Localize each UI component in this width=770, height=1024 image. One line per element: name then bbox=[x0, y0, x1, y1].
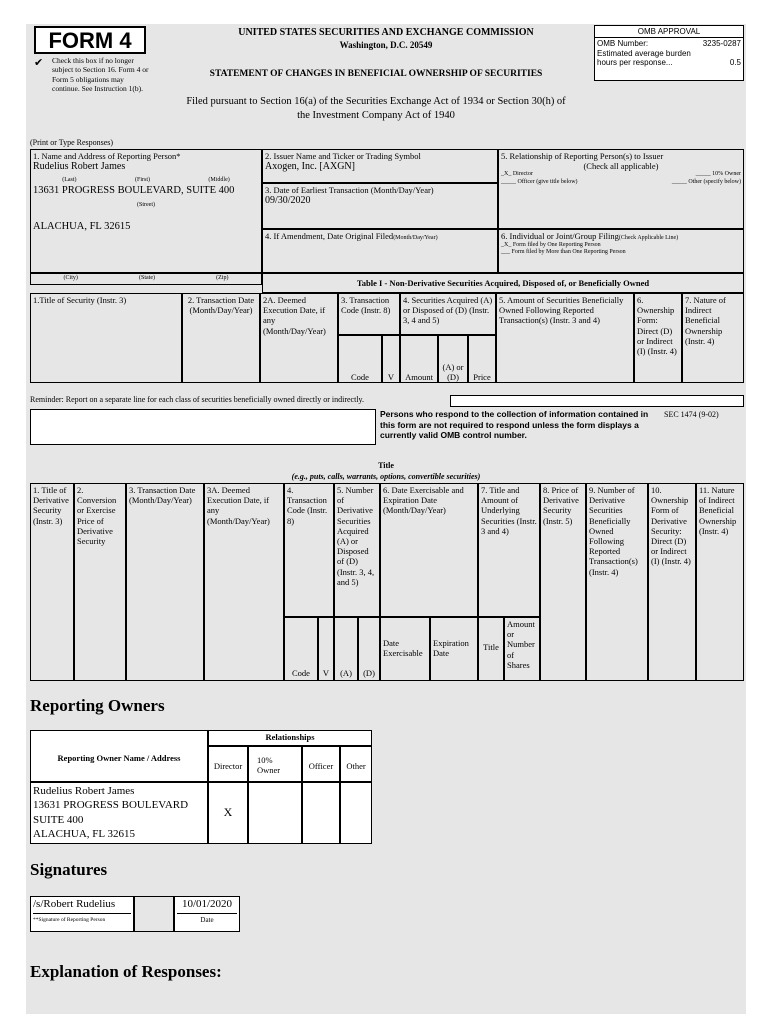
other-option[interactable]: _____ Other (specify below) bbox=[671, 178, 741, 185]
t1-c3: 3. Transaction Code (Instr. 8) bbox=[338, 293, 400, 335]
t1-aord: (A) or (D) bbox=[438, 335, 468, 383]
box3-label: 3. Date of Earliest Transaction (Month/Day/Year) bbox=[265, 185, 434, 195]
box4 bbox=[262, 229, 498, 273]
box3 bbox=[262, 183, 498, 229]
t2-c10: 10. Ownership Form of Derivative Security: Direct (D) or Indirect (I) (Instr. 4) bbox=[648, 483, 696, 681]
state-label: (State) bbox=[139, 275, 155, 281]
t2-d: (D) bbox=[358, 617, 380, 681]
t2-date-ex: Date Exercisable bbox=[380, 617, 430, 681]
col-director: Director bbox=[208, 746, 248, 782]
omb-box bbox=[594, 25, 744, 81]
t1-c6: 6. Ownership Form: Direct (D) or Indirect (I) (Instr. 4) bbox=[634, 293, 682, 383]
checkbox-mark[interactable]: ✔ bbox=[34, 57, 44, 69]
box1 bbox=[30, 149, 262, 273]
t2-exp: Expiration Date bbox=[430, 617, 478, 681]
owner-line4: ALACHUA, FL 32615 bbox=[33, 827, 135, 840]
box2-label: 2. Issuer Name and Ticker or Trading Symbol bbox=[265, 151, 421, 161]
statement-title: STATEMENT OF CHANGES IN BENEFICIAL OWNERSHIP OF SECURITIES bbox=[209, 69, 543, 79]
t1-code: Code bbox=[338, 335, 382, 383]
zip-label: (Zip) bbox=[216, 275, 229, 281]
sec-number: SEC 1474 (9-02) bbox=[664, 410, 719, 419]
agency-city: Washington, D.C. 20549 bbox=[339, 40, 433, 50]
box5-sub: (Check all applicable) bbox=[583, 161, 659, 172]
t2-c9: 9. Number of Derivative Securities Beneficially Owned Following Reported Transaction(s) (Instr. 4) bbox=[586, 483, 648, 681]
print-note: (Print or Type Responses) bbox=[30, 138, 114, 147]
owner-row-ten bbox=[248, 782, 302, 844]
explanation-heading: Explanation of Responses: bbox=[30, 962, 222, 981]
owner-row-officer bbox=[302, 782, 340, 844]
t1-c2: 2. Transaction Date (Month/Day/Year) bbox=[182, 293, 260, 383]
reporting-owners-heading: Reporting Owners bbox=[30, 696, 165, 715]
signature-gap bbox=[134, 896, 174, 932]
first-label: (First) bbox=[134, 177, 150, 184]
t2-a: (A) bbox=[334, 617, 358, 681]
t2-title: Title bbox=[478, 617, 504, 681]
t2-c4: 4. Transaction Code (Instr. 8) bbox=[284, 483, 334, 617]
t2-c2: 2. Conversion or Exercise Price of Derivative Security bbox=[74, 483, 126, 681]
owner-row-other bbox=[340, 782, 372, 844]
t1-price: Price bbox=[468, 335, 496, 383]
omb-hours: 0.5 bbox=[729, 58, 741, 67]
box6 bbox=[498, 229, 744, 273]
table1-title: Table I - Non-Derivative Securities Acquired, Disposed of, or Beneficially Owned bbox=[262, 273, 744, 293]
persons-box bbox=[30, 409, 376, 445]
agency-name: UNITED STATES SECURITIES AND EXCHANGE COMMISSION bbox=[238, 27, 534, 38]
owner-row-director: X bbox=[208, 782, 248, 844]
one-person-option[interactable]: _X_ Form filed by One Reporting Person bbox=[501, 242, 601, 249]
reminder-box bbox=[450, 395, 744, 407]
t1-v: V bbox=[382, 335, 400, 383]
last-label: (Last) bbox=[62, 177, 77, 184]
t2-c6: 6. Date Exercisable and Expiration Date (Month/Day/Year) bbox=[380, 483, 478, 617]
owner-row-name bbox=[30, 782, 208, 844]
t1-c7: 7. Nature of Indirect Beneficial Ownership (Instr. 4) bbox=[682, 293, 744, 383]
signature-box bbox=[30, 896, 134, 932]
omb-number-label: OMB Number: bbox=[597, 39, 649, 48]
t2-amt: Amount or Number of Shares bbox=[504, 617, 540, 681]
t2-c11: 11. Nature of Indirect Beneficial Ownership (Instr. 4) bbox=[696, 483, 744, 681]
table2-title: Title bbox=[378, 461, 394, 470]
earliest-date: 09/30/2020 bbox=[265, 195, 311, 207]
reporting-person-name: Rudelius Robert James bbox=[33, 161, 126, 173]
checkbox-label: Check this box if no longer subject to Section 16. Form 4 or Form 5 obligations may continue. See Instruction 1(b). bbox=[52, 56, 149, 94]
date-label: Date bbox=[200, 916, 214, 925]
box6-label-small: (Check Applicable Line) bbox=[618, 235, 679, 241]
owner-col-name: Reporting Owner Name / Address bbox=[30, 730, 208, 782]
owner-line2: 13631 PROGRESS BOULEVARD bbox=[33, 799, 189, 812]
t2-code: Code bbox=[284, 617, 318, 681]
table2-subtitle: (e.g., puts, calls, warrants, options, convertible securities) bbox=[291, 472, 481, 481]
owner-line3: SUITE 400 bbox=[33, 813, 84, 826]
street-label: (Street) bbox=[137, 202, 155, 209]
box4-label: 4. If Amendment, Date Original Filed bbox=[265, 231, 394, 241]
signature-date: 10/01/2020 bbox=[177, 898, 237, 914]
box6-label: 6. Individual or Joint/Group Filing bbox=[501, 231, 619, 241]
t1-c5: 5. Amount of Securities Beneficially Owned Following Reported Transaction(s) (Instr. 3 and 4) bbox=[496, 293, 634, 383]
signature-value: /s/Robert Rudelius bbox=[33, 898, 131, 914]
city-label: (City) bbox=[63, 275, 78, 281]
col-ten-owner: 10% Owner bbox=[248, 746, 302, 782]
t1-c1: 1.Title of Security (Instr. 3) bbox=[30, 293, 182, 383]
form-sheet bbox=[26, 24, 746, 1014]
form-title: FORM 4 bbox=[34, 26, 146, 54]
t2-c5: 5. Number of Derivative Securities Acquired (A) or Disposed of (D) (Instr. 3, 4, and 5) bbox=[334, 483, 380, 617]
box2 bbox=[262, 149, 498, 183]
box4-label-small: (Month/Day/Year) bbox=[393, 235, 438, 241]
more-person-option[interactable]: ___ Form filed by More than One Reporting Person bbox=[501, 249, 626, 256]
persons-note: Persons who respond to the collection of information contained in this form are not required to respond unless the form displays a currently valid OMB control number. bbox=[380, 409, 649, 441]
t2-v: V bbox=[318, 617, 334, 681]
street-value: 13631 PROGRESS BOULEVARD, SUITE 400 bbox=[33, 185, 235, 197]
omb-title: OMB APPROVAL bbox=[595, 26, 743, 38]
filed-line1: Filed pursuant to Section 16(a) of the Securities Exchange Act of 1934 or Section 30(h) of bbox=[186, 96, 566, 107]
reminder-text: Reminder: Report on a separate line for each class of securities beneficially owned directly or indirectly. bbox=[30, 395, 365, 404]
t1-amount: Amount bbox=[400, 335, 438, 383]
owner-line1: Rudelius Robert James bbox=[33, 785, 135, 797]
col-officer: Officer bbox=[302, 746, 340, 782]
col-other: Other bbox=[340, 746, 372, 782]
ten-owner-option[interactable]: _____ 10% Owner bbox=[695, 171, 741, 178]
t1-c4: 4. Securities Acquired (A) or Disposed of (D) (Instr. 3, 4 and 5) bbox=[400, 293, 496, 335]
box1-asterisk: * bbox=[176, 151, 181, 161]
t2-c3a: 3A. Deemed Execution Date, if any (Month/Day/Year) bbox=[204, 483, 284, 681]
t2-c3: 3. Transaction Date (Month/Day/Year) bbox=[126, 483, 204, 681]
signature-label: **Signature of Reporting Person bbox=[33, 917, 106, 924]
date-box bbox=[174, 896, 240, 932]
issuer-value: Axogen, Inc. [AXGN] bbox=[265, 161, 355, 173]
filed-line2: the Investment Company Act of 1940 bbox=[297, 110, 455, 121]
omb-hours-label: hours per response... bbox=[597, 58, 673, 67]
director-option[interactable]: _X_ Director bbox=[501, 171, 533, 178]
t1-c2a: 2A. Deemed Execution Date, if any (Month/Day/Year) bbox=[260, 293, 338, 383]
city-state-zip-labels bbox=[30, 273, 262, 285]
relationships-header: Relationships bbox=[208, 730, 372, 746]
city-value: ALACHUA, FL 32615 bbox=[33, 221, 131, 233]
omb-number: 3235-0287 bbox=[702, 39, 741, 48]
officer-option[interactable]: _____ Officer (give title below) bbox=[501, 178, 578, 185]
box5-label: 5. Relationship of Reporting Person(s) to Issuer bbox=[501, 151, 664, 161]
t2-c1: 1. Title of Derivative Security (Instr. 3) bbox=[30, 483, 74, 681]
signatures-heading: Signatures bbox=[30, 860, 108, 879]
middle-label: (Middle) bbox=[208, 177, 230, 184]
omb-burden: Estimated average burden bbox=[597, 49, 691, 58]
t2-c8: 8. Price of Derivative Security (Instr. 5) bbox=[540, 483, 586, 681]
box5 bbox=[498, 149, 744, 229]
t2-c7: 7. Title and Amount of Underlying Securities (Instr. 3 and 4) bbox=[478, 483, 540, 617]
box1-label: 1. Name and Address of Reporting Person bbox=[33, 151, 177, 161]
